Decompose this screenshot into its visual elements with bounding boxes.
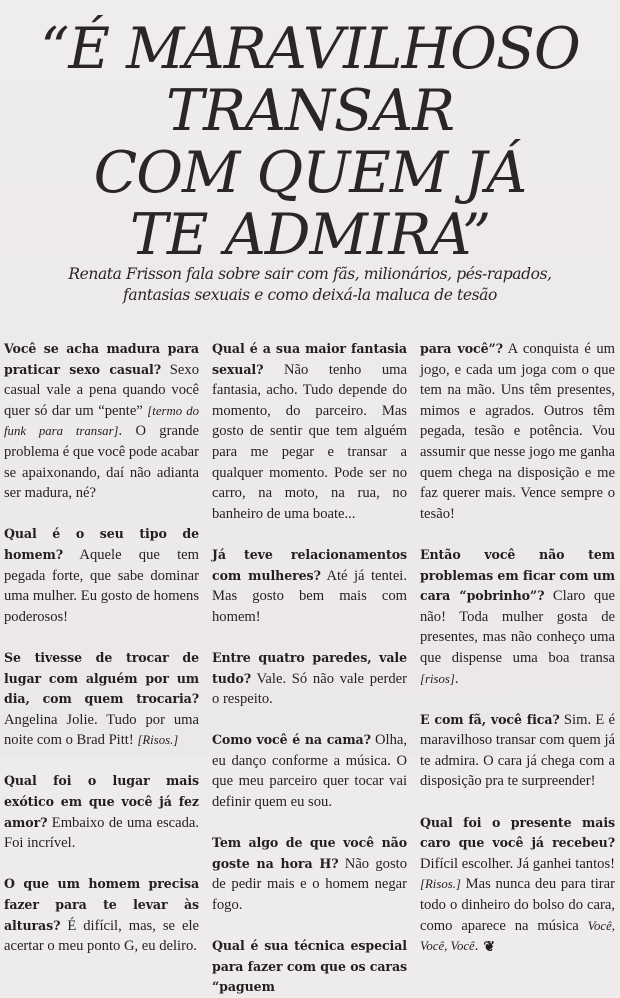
answer: . [454, 670, 459, 687]
answer: Sim. E é maravilhoso transar com quem já te admira. O cara já chega com a disposição pra te surpreender! [420, 711, 615, 790]
qa-item [212, 833, 407, 915]
qa-item [212, 648, 407, 710]
question: Se tivesse de trocar de lugar com alguém por um dia, com quem trocaria? [4, 649, 199, 707]
qa-item [4, 648, 199, 751]
answer-aside: [Risos.] [137, 733, 179, 748]
qa-item [420, 813, 615, 957]
answer-aside: [termo do funk para transar] [4, 403, 199, 439]
answer: Embaixo de uma escada. Foi incrível. [4, 814, 199, 852]
qa-item [420, 545, 615, 689]
question: Como você é na cama? [212, 732, 371, 748]
headline-line: TE ADMIRA” [129, 202, 491, 268]
qa-item [212, 339, 407, 524]
subtitle [0, 264, 620, 306]
question: Qual é o seu tipo de homem? [4, 526, 199, 562]
answer: Aquele que tem pegada forte, que sabe dominar uma mulher. Eu gosto de homens poderosos! [4, 546, 199, 625]
text-column-3 [420, 339, 615, 957]
answer: A conquista é um jogo, e cada um joga com o que tem na mão. Uns têm presentes, mimos e agrados. Outros têm pegada, tesão e potência. Vou assumir que nesse jogo me ganha quem chega na disposição e me faz querer mais. Vence sempre o tesão! [420, 341, 615, 522]
question: Qual é sua técnica especial para fazer com que os caras “paguem [212, 938, 407, 995]
question: Tem algo de que você não goste na hora H? [212, 835, 407, 871]
subtitle-line: fantasias sexuais e como deixá-la maluca de tesão [123, 286, 497, 304]
answer-aside: [risos] [420, 671, 455, 686]
text-column-1 [4, 339, 199, 957]
answer: Olha, eu danço conforme a música. O que meu parceiro quer tocar vai definir quem eu sou. [212, 732, 407, 811]
qa-item [212, 936, 407, 998]
answer: Até já tentei. Mas gosto bem mais com homem! [212, 567, 408, 625]
question: Qual é a sua maior fantasia sexual? [212, 341, 407, 377]
answer: É difícil, mas, se ele acertar o meu ponto G, eu deliro. [4, 917, 199, 955]
question: para você”? [420, 341, 503, 356]
question: Entre quatro paredes, vale tudo? [212, 649, 407, 686]
subtitle-line: Renata Frisson fala sobre sair com fãs, milionários, pés-rapados, [68, 265, 552, 283]
question: Já teve relacionamentos com mulheres? [212, 546, 407, 583]
qa-item [4, 771, 199, 853]
answer-aside: [Risos.] [420, 877, 461, 892]
answer: . [474, 938, 479, 955]
headline [0, 18, 620, 266]
question: E com fã, você fica? [420, 711, 560, 727]
question: O que um homem precisa fazer para te levar às alturas? [4, 876, 199, 933]
answer: Sexo casual vale a pena quando você quer só dar um “pente” [4, 361, 199, 419]
question: Você se acha madura para praticar sexo casual? [4, 341, 199, 377]
qa-item [212, 730, 407, 812]
answer: Mas nunca deu para tirar todo o dinheiro do bolso do cara, como aparece na música [420, 876, 615, 934]
text-column-2 [212, 339, 407, 998]
qa-item [4, 874, 199, 956]
answer: Claro que não! Toda mulher gosta de presentes, mas não conheço uma que dispense uma boa transa [420, 588, 616, 666]
qa-item [212, 545, 407, 627]
answer: Vale. Só não vale perder o respeito. [212, 670, 407, 708]
headline-line: TRANSAR [165, 78, 455, 144]
headline-line: “É MARAVILHOSO [40, 16, 580, 82]
question: Então você não tem problemas em ficar com um cara “pobrinho”? [420, 546, 615, 604]
qa-item [4, 339, 199, 504]
question: Qual foi o presente mais caro que você já recebeu? [420, 814, 615, 851]
qa-item [4, 524, 199, 627]
answer: . O grande problema é que você pode acabar se apaixonando, daí não adianta ser madura, né? [4, 423, 199, 502]
answer: Não gosto de pedir mais e o homem negar fogo. [212, 855, 407, 914]
qa-item [420, 710, 615, 792]
question: Qual foi o lugar mais exótico em que você já fez amor? [4, 773, 199, 830]
answer-aside: Você, Você, Você [420, 918, 615, 954]
headline-line: COM QUEM JÁ [93, 140, 527, 206]
answer: Não tenho uma fantasia, acho. Tudo depende do momento, do parceiro. Mas gosto de sentir que tem alguém para me pegar e transar a qualquer momento. Pode ser no carro, na moto, na rua, no banheiro de uma boate... [212, 361, 407, 522]
answer: Angelina Jolie. Tudo por uma noite com o Brad Pitt! [4, 711, 199, 749]
qa-item [420, 339, 615, 524]
bunny-logo-icon: ❦ [483, 940, 496, 956]
answer: Difícil escolher. Já ganhei tantos! [420, 855, 615, 872]
